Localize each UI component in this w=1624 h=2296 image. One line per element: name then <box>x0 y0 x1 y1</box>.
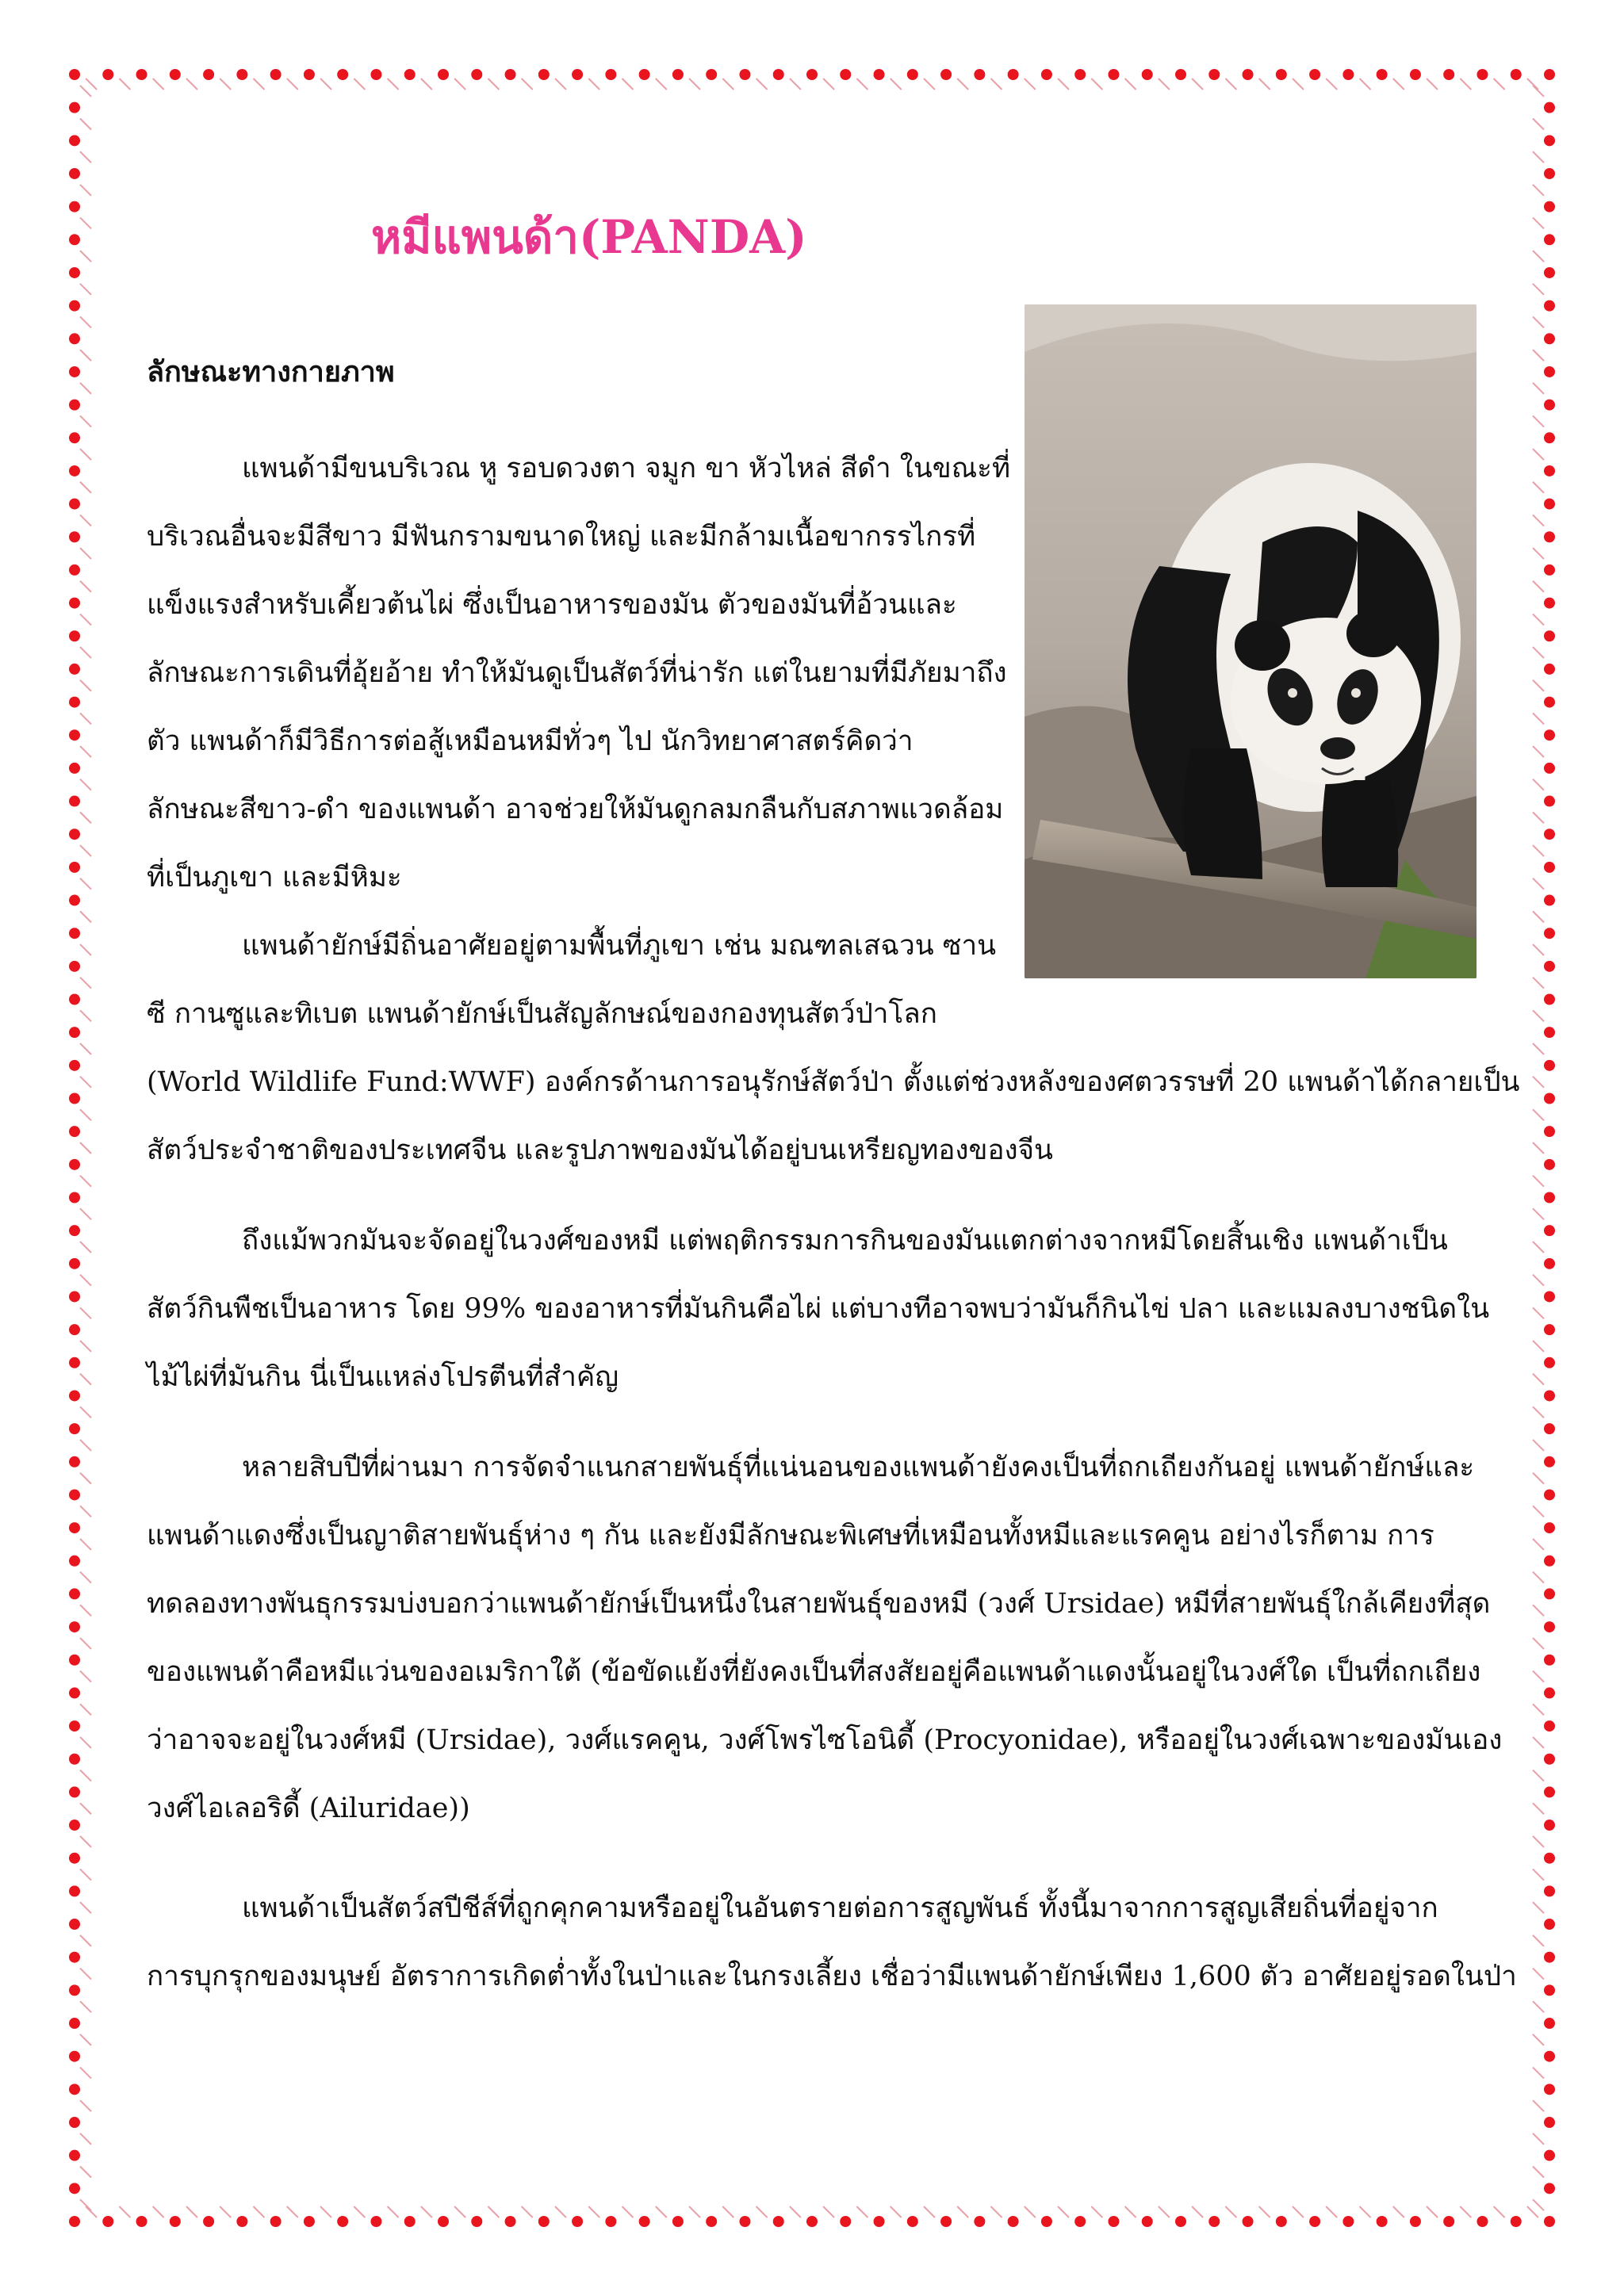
paragraph-line: ของแพนด้าคือหมีแว่นของอเมริกาใต้ (ข้อขัดแย้งที่ยังคงเป็นที่สงสัยอยู่คือแพนด้าแดงนั้นอยู่ในวงศ์ใด เป็นที่ถกเถียง <box>147 1656 1481 1688</box>
paragraph-physical <box>147 434 1010 912</box>
paragraph-line: ตัว แพนด้าก็มีวิธีการต่อสู้เหมือนหมีทั่วๆ ไป นักวิทยาศาสตร์คิดว่า <box>147 725 914 757</box>
paragraph-line: (World Wildlife Fund:WWF) องค์กรด้านการอนุรักษ์สัตว์ป่า ตั้งแต่ช่วงหลังของศตวรรษที่ 20 แพนด้าได้กลายเป็น <box>147 1066 1520 1098</box>
paragraph-line: ลักษณะสีขาว-ดำ ของแพนด้า อาจช่วยให้มันดูกลมกลืนกับสภาพแวดล้อม <box>147 794 1004 825</box>
paragraph-line: ไม้ไผ่ที่มันกิน นี่เป็นแหล่งโปรตีนที่สำคัญ <box>147 1361 619 1393</box>
paragraph-diet <box>147 1207 1489 1411</box>
paragraph-line: สัตว์ประจำชาติของประเทศจีน และรูปภาพของมันได้อยู่บนเหรียญทองของจีน <box>147 1135 1053 1166</box>
page-title: หมีแพนด้า(PANDA) <box>371 210 807 264</box>
paragraph-line: บริเวณอื่นจะมีสีขาว มีฟันกรามขนาดใหญ่ และมีกล้ามเนื้อขากรรไกรที่ <box>147 521 976 553</box>
paragraph-line: ถึงแม้พวกมันจะจัดอยู่ในวงศ์ของหมี แต่พฤติกรรมการกินของมันแตกต่างจากหมีโดยสิ้นเชิง แพนด้าเป็น <box>242 1225 1448 1257</box>
paragraph-line: ว่าอาจจะอยู่ในวงศ์หมี (Ursidae), วงศ์แรคคูน, วงศ์โพรไซโอนิดี้ (Procyonidae), หรืออยู่ในวงศ์เฉพาะของมันเอง <box>147 1724 1503 1756</box>
section-heading: ลักษณะทางกายภาพ <box>147 355 395 388</box>
paragraph-line: แพนด้าเป็นสัตว์สปีชีส์ที่ถูกคุกคามหรืออยู่ในอันตรายต่อการสูญพันธ์ ทั้งนี้มาจากการสูญเสียถิ่นที่อยู่จาก <box>242 1892 1438 1924</box>
paragraph-conservation <box>147 1874 1517 2011</box>
paragraph-line: การบุกรุกของมนุษย์ อัตราการเกิดต่ำทั้งในป่าและในกรงเลี้ยง เชื่อว่ามีแพนด้ายักษ์เพียง 1,600 ตัว อาศัยอยู่รอดในป่า <box>147 1961 1517 1992</box>
paragraph-line: หลายสิบปีที่ผ่านมา การจัดจำแนกสายพันธุ์ที่แน่นอนของแพนด้ายังคงเป็นที่ถกเถียงกันอยู่ แพนด้ายักษ์และ <box>242 1452 1475 1483</box>
paragraph-habitat <box>147 912 1519 1184</box>
paragraph-line: แพนด้ายักษ์มีถิ่นอาศัยอยู่ตามพื้นที่ภูเขา เช่น มณฑลเสฉวน ซาน <box>242 930 997 962</box>
paragraph-line: สัตว์กินพืชเป็นอาหาร โดย 99% ของอาหารที่มันกินคือไผ่ แต่บางทีอาจพบว่ามันก็กินไข่ ปลา และแมลงบางชนิดใน <box>147 1293 1490 1325</box>
paragraph-line: แพนด้ามีขนบริเวณ หู รอบดวงตา จมูก ขา หัวไหล่ สีดำ ในขณะที่ <box>242 453 1011 484</box>
paragraph-line: ซี กานซูและทิเบต แพนด้ายักษ์เป็นสัญลักษณ์ของกองทุนสัตว์ป่าโลก <box>147 998 937 1030</box>
giant-panda-photo <box>1025 304 1477 978</box>
paragraph-line: แพนด้าแดงซึ่งเป็นญาติสายพันธุ์ห่าง ๆ กัน และยังมีลักษณะพิเศษที่เหมือนทั้งหมีและแรคคูน อย่างไรก็ตาม การ <box>147 1520 1434 1552</box>
paragraph-line: วงศ์ไอเลอริดี้ (Ailuridae)) <box>147 1793 470 1824</box>
paragraph-line: แข็งแรงสำหรับเคี้ยวต้นไผ่ ซึ่งเป็นอาหารของมัน ตัวของมันที่อ้วนและ <box>147 589 957 621</box>
paragraph-line: ลักษณะการเดินที่อุ้ยอ้าย ทำให้มันดูเป็นสัตว์ที่น่ารัก แต่ในยามที่มีภัยมาถึง <box>147 657 1007 689</box>
paragraph-line: ที่เป็นภูเขา และมีหิมะ <box>147 862 402 894</box>
paragraph-line: ทดลองทางพันธุกรรมบ่งบอกว่าแพนด้ายักษ์เป็นหนึ่งในสายพันธุ์ของหมี (วงศ์ Ursidae) หมีที่สายพันธุ์ใกล้เคียงที่สุด <box>147 1588 1491 1620</box>
paragraph-classification <box>147 1433 1502 1843</box>
